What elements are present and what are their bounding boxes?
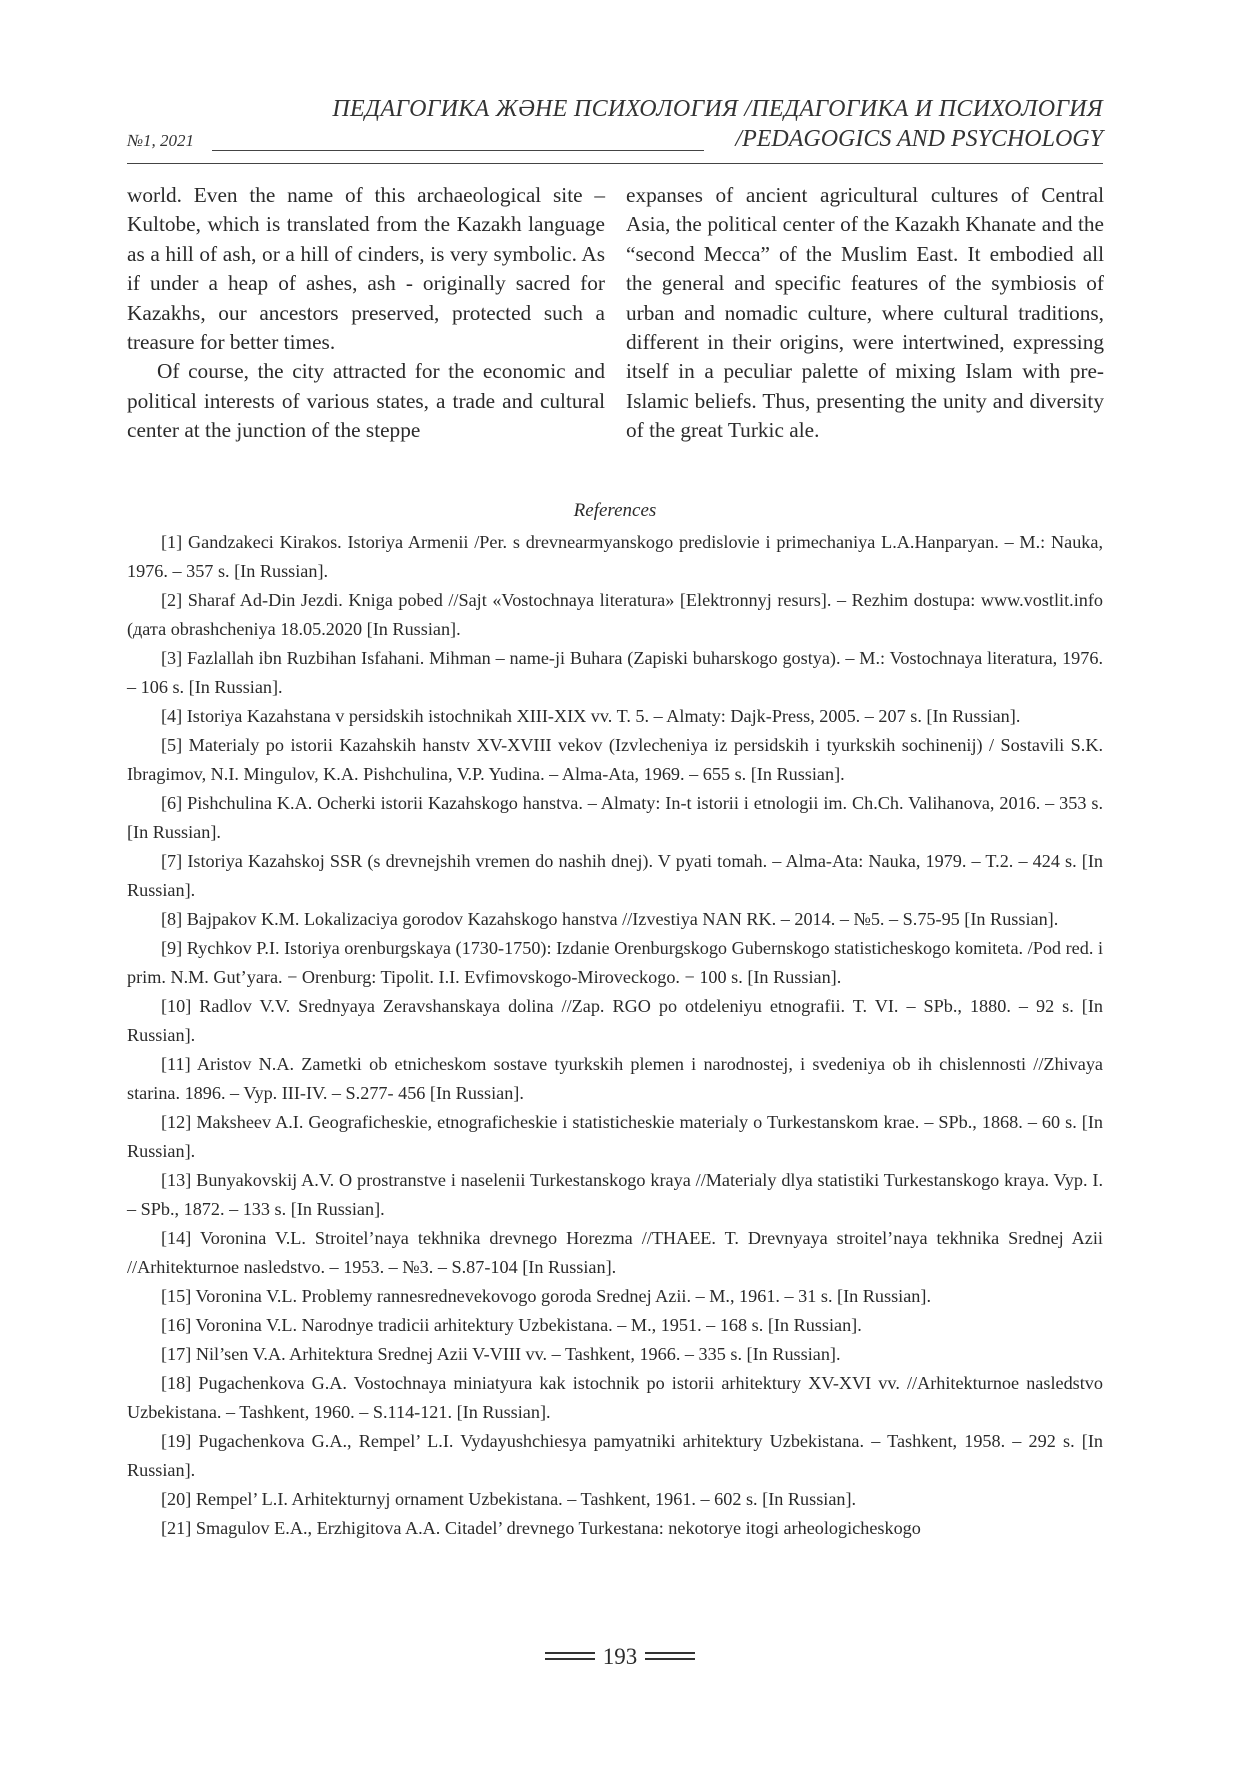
reference-item: [1] Gandzakeci Kirakos. Istoriya Armenii /Per. s drevnearmyanskogo predislovie i primechaniya L.A.Hanparyan. – M.: Nauka, 1976. – 357 s. [In Russian]. bbox=[127, 532, 1103, 581]
body-column-right bbox=[626, 181, 1104, 446]
journal-title-kz-ru: ПЕДАГОГИКА ЖӘНЕ ПСИХОЛОГИЯ /ПЕДАГОГИКА И ПСИХОЛОГИЯ bbox=[332, 96, 1103, 122]
reference-item: [13] Bunyakovskij A.V. O prostranstve i naselenii Turkestanskogo kraya //Materialy dlya statistiki Turkestanskogo kraya. Vyp. I. – SPb., 1872. – 133 s. [In Russian]. bbox=[127, 1170, 1103, 1219]
reference-item: [7] Istoriya Kazahskoj SSR (s drevnejshih vremen do nashih dnej). V pyati tomah. – Alma-Ata: Nauka, 1979. – T.2. – 424 s. [In Russian]. bbox=[127, 851, 1103, 900]
reference-item: [20] Rempel’ L.I. Arhitekturnyj ornament Uzbekistana. – Tashkent, 1961. – 602 s. [In Russian]. bbox=[161, 1489, 857, 1509]
reference-item: [18] Pugachenkova G.A. Vostochnaya miniatyura kak istochnik po istorii arhitektury XV-XVI vv. //Arhitekturnoe nasledstvo Uzbekistana. – Tashkent, 1960. – S.114-121. [In Russian]. bbox=[127, 1373, 1103, 1422]
issue-number: №1, 2021 bbox=[127, 131, 195, 150]
reference-item: [15] Voronina V.L. Problemy rannesrednevekovogo goroda Srednej Azii. – M., 1961. – 31 s. [In Russian]. bbox=[161, 1286, 932, 1306]
reference-item: [6] Pishchulina K.A. Ocherki istorii Kazahskogo hanstva. – Almaty: In-t istorii i etnologii im. Ch.Ch. Valihanova, 2016. – 353 s. [In Russian]. bbox=[127, 793, 1103, 842]
body-paragraph: expanses of ancient agricultural cultures of Central Asia, the political center of the Kazakh Khanate and the “second Mecca” of the Muslim East. It embodied all the general and specific features of the symbiosis of urban and nomadic culture, where cultural traditions, different in their origins, were intertwined, expressing itself in a peculiar palette of mixing Islam with pre-Islamic beliefs. Thus, presenting the unity and diversity of the great Turkic ale. bbox=[626, 183, 1104, 443]
reference-item: [2] Sharaf Ad-Din Jezdi. Kniga pobed //Sajt «Vostochnaya literatura» [Elektronnyj resurs]. – Rezhim dostupa: www.vostlit.info (дата obrashcheniya 18.05.2020 [In Russian]. bbox=[127, 590, 1103, 639]
body-column-left bbox=[127, 181, 605, 446]
reference-item: [11] Aristov N.A. Zametki ob etnicheskom sostave tyurkskih plemen i narodnostej, i svedeniya ob ih chislennosti //Zhivaya starina. 1896. – Vyp. III-IV. – S.277- 456 [In Russian]. bbox=[127, 1054, 1103, 1103]
reference-item: [17] Nil’sen V.A. Arhitektura Srednej Azii V-VIII vv. – Tashkent, 1966. – 335 s. [In Russian]. bbox=[161, 1344, 841, 1364]
page-footer bbox=[545, 1636, 695, 1676]
body-paragraph: world. Even the name of this archaeological site – Kultobe, which is translated from the Kazakh language as a hill of ash, or a hill of cinders, is very symbolic. As if under a heap of ashes, ash - originally sacred for Kazakhs, our ancestors preserved, protected such a treasure for better times. bbox=[127, 183, 605, 355]
reference-item: [5] Materialy po istorii Kazahskih hanstv XV-XVIII vekov (Izvlecheniya iz persidskih i tyurkskih sochinenij) / Sostavili S.K. Ibragimov, N.I. Mingulov, K.A. Pishchulina, V.P. Yudina. – Alma-Ata, 1969. – 655 s. [In Russian]. bbox=[127, 735, 1103, 784]
page-number: 193 bbox=[602, 1644, 638, 1669]
header-divider bbox=[127, 163, 1103, 164]
journal-title-en: /PEDAGOGICS AND PSYCHOLOGY bbox=[735, 126, 1103, 152]
reference-item: [12] Maksheev A.I. Geograficheskie, etnograficheskie i statisticheskie materialy o Turkestanskom krae. – SPb., 1868. – 60 s. [In Russian]. bbox=[127, 1112, 1103, 1161]
header-divider-short bbox=[212, 150, 704, 151]
reference-item: [21] Smagulov E.A., Erzhigitova A.A. Citadel’ drevnego Turkestana: nekotorye itogi arheologicheskogo bbox=[161, 1518, 921, 1538]
reference-item: [9] Rychkov P.I. Istoriya orenburgskaya (1730-1750): Izdanie Orenburgskogo Gubernskogo statisticheskogo komiteta. /Pod red. i prim. N.M. Gut’yara. − Orenburg: Tipolit. I.I. Evfimovskogo-Miroveckogo. − 100 s. [In Russian]. bbox=[127, 938, 1103, 987]
reference-item: [4] Istoriya Kazahstana v persidskih istochnikah XIII-XIX vv. T. 5. – Almaty: Dajk-Press, 2005. – 207 s. [In Russian]. bbox=[161, 706, 1021, 726]
body-paragraph: Of course, the city attracted for the economic and political interests of various states, a trade and cultural center at the junction of the steppe bbox=[127, 359, 605, 443]
reference-item: [19] Pugachenkova G.A., Rempel’ L.I. Vydayushchiesya pamyatniki arhitektury Uzbekistana. – Tashkent, 1958. – 292 s. [In Russian]. bbox=[127, 1431, 1103, 1480]
reference-item: [14] Voronina V.L. Stroitel’naya tekhnika drevnego Horezma //THAEE. T. Drevnyaya stroitel’naya tekhnika Srednej Azii //Arhitekturnoe nasledstvo. – 1953. – №3. – S.87-104 [In Russian]. bbox=[127, 1228, 1103, 1277]
reference-item: [10] Radlov V.V. Srednyaya Zeravshanskaya dolina //Zap. RGO po otdeleniyu etnografii. T. VI. – SPb., 1880. – 92 s. [In Russian]. bbox=[127, 996, 1103, 1045]
reference-item: [8] Bajpakov K.M. Lokalizaciya gorodov Kazahskogo hanstva //Izvestiya NAN RK. – 2014. – №5. – S.75-95 [In Russian]. bbox=[161, 909, 1059, 929]
reference-item: [3] Fazlallah ibn Ruzbihan Isfahani. Mihman – name-ji Buhara (Zapiski buharskogo gostya). – M.: Vostochnaya literatura, 1976. – 106 s. [In Russian]. bbox=[127, 648, 1103, 697]
references-list bbox=[127, 528, 1103, 1543]
reference-item: [16] Voronina V.L. Narodnye tradicii arhitektury Uzbekistana. – M., 1951. – 168 s. [In Russian]. bbox=[161, 1315, 862, 1335]
references-heading: References bbox=[573, 500, 657, 521]
